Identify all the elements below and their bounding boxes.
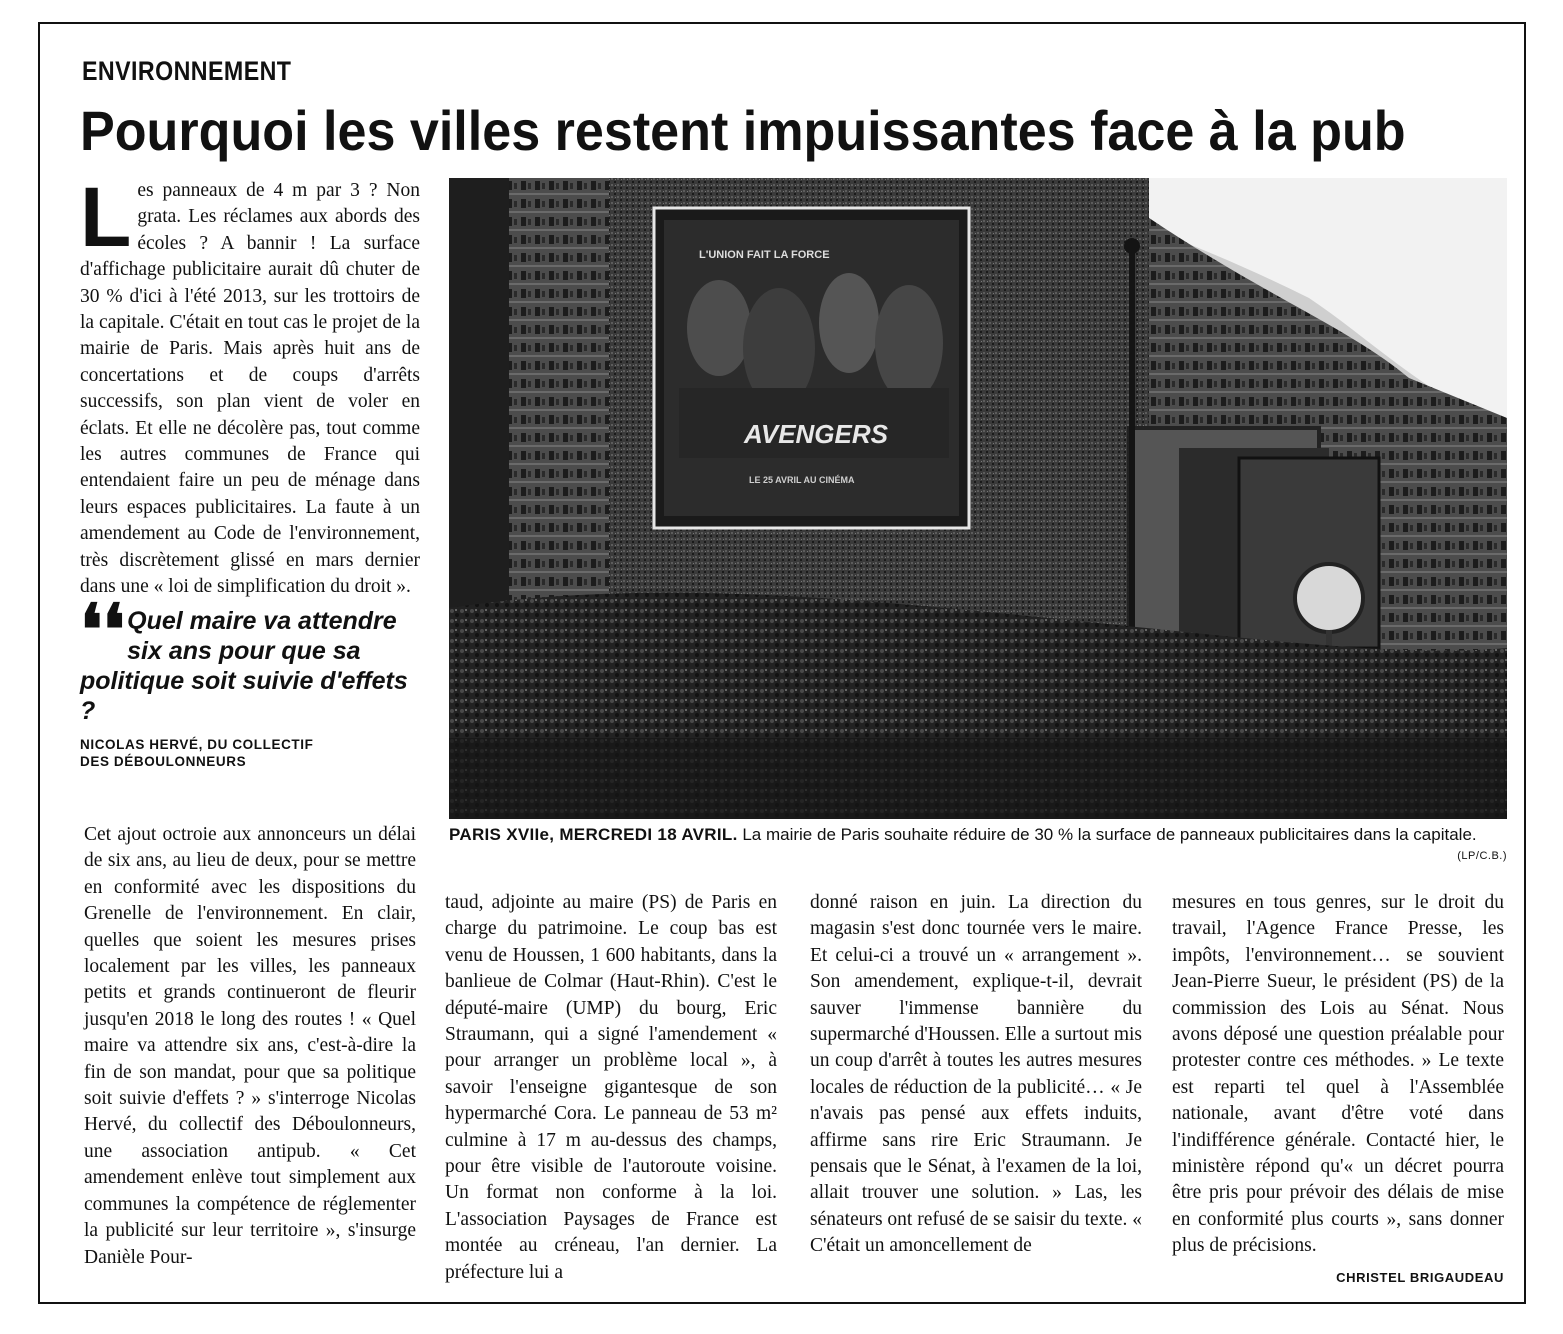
- article-photo: [449, 178, 1507, 819]
- lead-paragraph: [80, 170, 420, 598]
- poster-title: AVENGERS: [744, 419, 888, 449]
- body-column-1: [84, 822, 416, 1271]
- pull-quote-author: NICOLAS HERVÉ, DU COLLECTIF DES DÉBOULONNEURS: [80, 737, 314, 769]
- caption-text: La mairie de Paris souhaite réduire de 30 % la surface de panneaux publicitaires dans la capitale.: [742, 825, 1477, 844]
- body-column-3: [810, 890, 1142, 1260]
- pull-quote: [80, 593, 425, 770]
- poster-tagline: L'UNION FAIT LA FORCE: [699, 249, 830, 261]
- lead-text: es panneaux de 4 m par 3 ? Non grata. Les réclames aux abords des écoles ? A bannir ! La surface d'affichage publicitaire aurait dû chuter de 30 % d'ici à l'été 2013, sur les trottoirs de la capitale. C'était en tout cas le projet de la mairie de Paris. Mais après huit ans de concertations et de coups d'arrêts successifs, son plan vient de voler en éclats. Et elle ne décolère pas, tout comme les autres communes de France qui entendaient faire un peu de ménage dans leurs espaces publicitaires. La faute à un amendement au Code de l'environnement, très discrètement glissé en mars dernier dans une « loi de simplification du droit ».: [80, 180, 420, 598]
- pull-quote-text: Quel maire va attendre six ans pour que sa politique soit suivie d'effets ?: [80, 607, 408, 725]
- column-2-text: taud, adjointe au maire (PS) de Paris en charge du patrimoine. Le coup bas est venu de Houssen, 1 600 habitants, dans la banlieue de Colmar (Haut-Rhin). C'est le député-maire (UMP) du bourg, Eric Straumann, qui a signé l'amendement « pour arranger un problème local », à savoir l'enseigne gigantesque de son hypermarché Cora. Le panneau de 53 m² culmine à 17 m au-dessus des champs, pour être visible de l'autoroute voisine. Un format non conforme à la loi. L'association Paysages de France est montée au créneau, l'an dernier. La préfecture lui a: [445, 892, 777, 1283]
- author-signature: CHRISTEL BRIGAUDEAU: [1336, 1269, 1504, 1285]
- body-column-4: [1172, 890, 1504, 1291]
- photo-caption: [449, 824, 1507, 846]
- column-1-text: Cet ajout octroie aux annonceurs un délai de six ans, au lieu de deux, pour se mettre en conformité avec les dispositions du Grenelle de l'environnement. En clair, quelles que soient les mesures prises localement par les villes, les panneaux petits et grands continueront de fleurir jusqu'en 2018 le long des routes ! « Quel maire va attendre six ans, c'est-à-dire la fin de son mandat, pour que sa politique soit suivie d'effets ? » s'interroge Nicolas Hervé, du collectif des Déboulonneurs, une association antipub. « Cet amendement enlève tout simplement aux communes la compétence de réglementer la publicité sur leur territoire », s'insurge Danièle Pour-: [84, 824, 416, 1268]
- body-column-2: [445, 890, 777, 1286]
- quote-mark-icon: ❛❛: [80, 593, 126, 670]
- drop-cap: L: [80, 170, 132, 264]
- poster-release: LE 25 AVRIL AU CINÉMA: [749, 475, 855, 485]
- caption-lead: PARIS XVIIe, MERCREDI 18 AVRIL.: [449, 825, 738, 844]
- photo-credit: (LP/C.B.): [1457, 850, 1507, 862]
- column-4-text: mesures en tous genres, sur le droit du travail, l'Agence France Presse, les impôts, l'environnement… se souvient Jean-Pierre Sueur, le président (PS) de la commission des Lois au Sénat. Nous avons déposé une question préalable pour protester contre ces méthodes. » Le texte est reparti tel quel à l'Assemblée nationale, avant d'être voté dans l'indifférence générale. Contacté hier, le ministère répond qu'« un décret pourra être pris pour prévoir des délais de mise en conformité plus courts », sans donner plus de précisions.: [1172, 892, 1504, 1257]
- section-rubric: ENVIRONNEMENT: [82, 56, 292, 86]
- headline: Pourquoi les villes restent impuissantes face à la pub: [80, 99, 1406, 162]
- column-3-text: donné raison en juin. La direction du magasin s'est donc tournée vers le maire. Et celui-ci a trouvé un « arrangement ». Son amendement, explique-t-il, devrait sauver l'immense bannière du supermarché d'Houssen. Elle a surtout mis un coup d'arrêt à toutes les autres mesures locales de réduction de la publicité… « Je n'avais pas pensé aux effets induits, affirme sans rire Eric Straumann. Je pensais que le Sénat, à l'examen de la loi, allait trouver une solution. » Las, les sénateurs ont refusé de se saisir du texte. « C'était un amoncellement de: [810, 892, 1142, 1257]
